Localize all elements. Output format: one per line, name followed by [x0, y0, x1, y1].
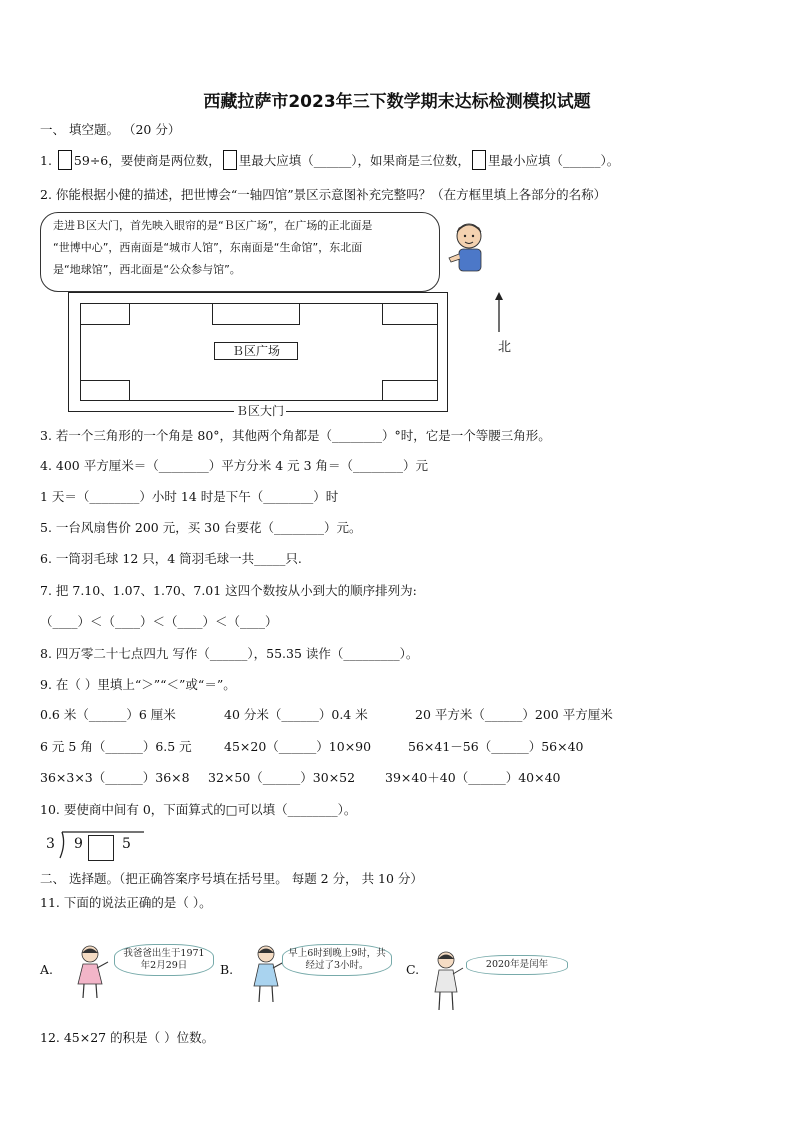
- bubble-line: 是“地球馆”，西北面是“公众参与馆”。: [53, 263, 241, 276]
- north-label: 北: [498, 340, 512, 355]
- dividend-digit-1: 9: [74, 836, 83, 852]
- section-1-header: 一、 填空题。 （20 分）: [40, 122, 181, 137]
- map-plaza-box: Ｂ区广场: [214, 342, 298, 360]
- q9-row3-item: 32×50（______）30×52: [208, 770, 356, 785]
- q9-row1-item: 40 分米（______）0.4 米: [224, 707, 368, 722]
- q1-digit-box[interactable]: [58, 150, 72, 170]
- q11-option-a-label[interactable]: A.: [40, 962, 54, 977]
- dividend-blank-box[interactable]: [88, 835, 114, 861]
- q11-option-c-label[interactable]: C.: [406, 962, 420, 977]
- question-3: 3. 若一个三角形的一个角是 80°，其他两个角都是（________）°时，它是一个等腰三角形。: [40, 428, 551, 443]
- q1-number: 1.: [40, 153, 52, 168]
- bubble-line: “世博中心”，西南面是“城市人馆”，东南面是“生命馆”，东北面: [53, 241, 363, 254]
- page-title: 西藏拉萨市2023年三下数学期末达标检测模拟试题: [203, 92, 591, 112]
- q9-row2-item: 56×41－56（______）56×40: [408, 739, 584, 754]
- girl-figure-icon: [72, 944, 112, 1002]
- question-9: 9. 在（ ）里填上“＞”“＜”或“＝”。: [40, 677, 236, 692]
- question-11: 11. 下面的说法正确的是（ ）。: [40, 895, 212, 910]
- question-7-blanks: （____）＜（____）＜（____）＜（____）: [40, 614, 278, 629]
- question-6: 6. 一筒羽毛球 12 只，4 筒羽毛球一共_____只.: [40, 551, 302, 566]
- dividend-digit-3: 5: [122, 836, 131, 852]
- map-box-southeast[interactable]: [382, 380, 438, 401]
- map-box-southwest[interactable]: [80, 380, 130, 401]
- question-10: 10. 要使商中间有 0，下面算式的□可以填（________）。: [40, 802, 357, 817]
- q9-row3-item: 39×40＋40（______）40×40: [385, 770, 561, 785]
- q9-row2-item: 6 元 5 角（______）6.5 元: [40, 739, 192, 754]
- girl-figure-icon: [246, 944, 286, 1006]
- bubble-line: 走进Ｂ区大门，首先映入眼帘的是“Ｂ区广场”，在广场的正北面是: [53, 219, 373, 232]
- q1-part-b: 里最大应填（______），如果商是三位数，: [238, 153, 471, 168]
- section-2-header: 二、 选择题。（把正确答案序号填在括号里。 每题 2 分， 共 10 分）: [40, 871, 423, 886]
- map-box-north[interactable]: [212, 303, 300, 325]
- north-arrow-icon: [494, 292, 504, 332]
- question-4b: 1 天＝（________）小时 14 时是下午（________）时: [40, 489, 339, 504]
- q9-row3-item: 36×3×3（______）36×8: [40, 770, 190, 785]
- q9-row1-item: 20 平方米（______）200 平方厘米: [415, 707, 613, 722]
- question-7: 7. 把 7.10、1.07、1.70、7.01 这四个数按从小到大的顺序排列为:: [40, 583, 417, 598]
- q11-option-a-speech: 我爸爸出生于1971年2月29日: [114, 944, 214, 976]
- q9-row2-item: 45×20（______）10×90: [224, 739, 372, 754]
- map-box-northeast[interactable]: [382, 303, 438, 325]
- q11-option-c-speech: 2020年是闰年: [466, 955, 568, 975]
- q1-box-3[interactable]: [472, 150, 486, 170]
- question-2: 2. 你能根据小健的描述，把世博会“一轴四馆”景区示意图补充完整吗？（在方框里填上各部分的名称）: [40, 187, 607, 202]
- q1-box-2[interactable]: [223, 150, 237, 170]
- divisor: 3: [46, 836, 55, 852]
- q1-part-a: 59÷6，要使商是两位数，: [73, 153, 221, 168]
- question-12: 12. 45×27 的积是（ ）位数。: [40, 1030, 215, 1045]
- q9-row1-item: 0.6 米（______）6 厘米: [40, 707, 176, 722]
- question-8: 8. 四万零二十七点四九 写作（______），55.35 读作（_________）。: [40, 646, 419, 661]
- question-5: 5. 一台风扇售价 200 元，买 30 台要花（________）元。: [40, 520, 362, 535]
- speech-bubble: [40, 212, 440, 292]
- map-gate-label: Ｂ区大门: [236, 404, 285, 418]
- q1-part-c: 里最小应填（______）。: [488, 153, 620, 168]
- boy-figure-icon: [445, 218, 495, 276]
- question-4a: 4. 400 平方厘米＝（________）平方分米 4 元 3 角＝（________）元: [40, 458, 429, 473]
- map-box-northwest[interactable]: [80, 303, 130, 325]
- q11-option-b-label[interactable]: B.: [220, 962, 234, 977]
- question-1: [40, 150, 619, 170]
- girl-figure-icon: [428, 950, 464, 1014]
- q11-option-b-speech: 早上6时到晚上9时，共经过了3小时。: [282, 944, 392, 976]
